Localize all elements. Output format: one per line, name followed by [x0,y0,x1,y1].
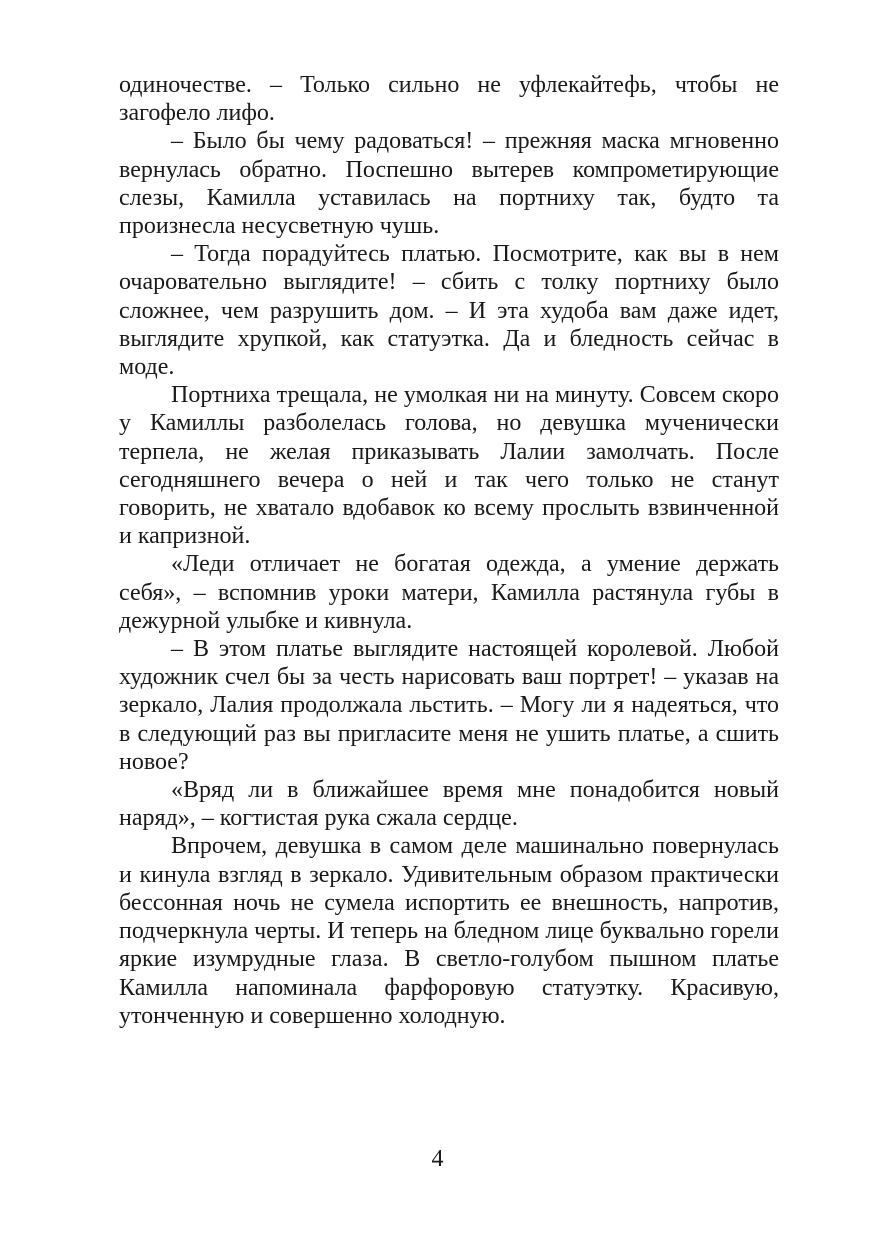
paragraph: – Было бы чему радоваться! – прежняя маска мгновенно вернулась обратно. Поспешно вытерев компрометирующие слезы, Камилла уставилась на портниху так, будто та произнесла несусветную чушь. [119,128,779,240]
paragraph: Впрочем, девушка в самом деле машинально повернулась и кинула взгляд в зеркало. Удивительным образом практически бессонная ночь не сумела испортить ее внешность, напротив, подчеркнула черты. И теперь на бледном лице буквально горели яркие изумрудные глаза. В светло-голубом пышном платье Камилла напоминала фарфоровую статуэтку. Красивую, утонченную и совершенно холодную. [119,833,779,1029]
paragraph: одиночестве. – Только сильно не уфлекайтефь, чтобы не загофело лифо. [119,72,779,127]
paragraph: Портниха трещала, не умолкая ни на минуту. Совсем скоро у Камиллы разболелась голова, но девушка мученически терпела, не желая приказывать Лалии замолчать. После сегодняшнего вечера о ней и так чего только не станут говорить, не хватало вдобавок ко всему прослыть взвинченной и капризной. [119,382,779,550]
paragraph: – В этом платье выглядите настоящей королевой. Любой художник счел бы за честь нарисовать ваш портрет! – указав на зеркало, Лалия продолжала льстить. – Могу ли я надеяться, что в следующий раз вы пригласите меня не ушить платье, а сшить новое? [119,636,779,775]
paragraph: – Тогда порадуйтесь платью. Посмотрите, как вы в нем очаровательно выглядите! – сбить с толку портниху было сложнее, чем разрушить дом. – И эта худоба вам даже идет, выглядите хрупкой, как статуэтка. Да и бледность сейчас в моде. [119,241,779,381]
paragraph: «Леди отличает не богатая одежда, а умение держать себя», – вспомнив уроки матери, Камилла растянула губы в дежурной улыбке и кивнула. [119,551,779,634]
text-body [119,71,779,1030]
paragraph: «Вряд ли в ближайшее время мне понадобится новый наряд», – когтистая рука сжала сердце. [119,777,779,832]
page-number: 4 [431,1146,444,1172]
